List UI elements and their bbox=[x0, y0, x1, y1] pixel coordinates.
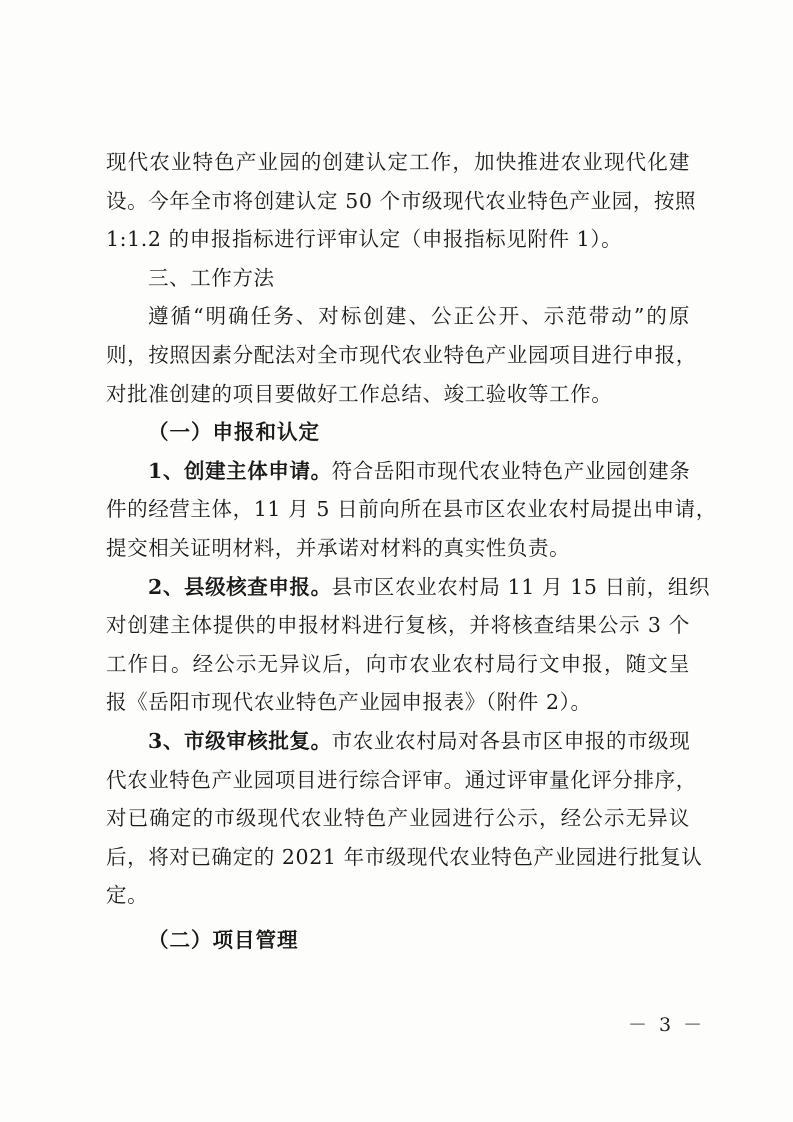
document-body bbox=[106, 143, 717, 959]
item-text: 市农业农村局对各县市区申报的市级现 bbox=[331, 728, 691, 753]
subsection-heading: （二）项目管理 bbox=[148, 927, 299, 952]
body-line: 对创建主体提供的申报材料进行复核，并将核查结果公示 3 个 bbox=[106, 613, 690, 638]
item-first-line bbox=[106, 452, 690, 491]
body-line: 设。今年全市将创建认定 50 个市级现代农业特色产业园，按照 bbox=[106, 188, 697, 213]
body-line: 代农业特色产业园项目进行综合评审。通过评审量化评分排序， bbox=[106, 767, 697, 792]
item-text: 县市区农业农村局 11 月 15 日前，组织 bbox=[331, 574, 711, 599]
body-line: 对已确定的市级现代农业特色产业园进行公示，经公示无异议 bbox=[106, 806, 690, 831]
body-line: 工作日。经公示无异议后，向市农业农村局行文申报，随文呈 bbox=[106, 651, 690, 676]
body-line: 对批准创建的项目要做好工作总结、竣工验收等工作。 bbox=[106, 381, 613, 406]
body-line: 遵循“明确任务、对标创建、公正公开、示范带动”的原 bbox=[148, 304, 690, 329]
body-line: 1:1.2 的申报指标进行评审认定（申报指标见附件 1）。 bbox=[106, 227, 623, 252]
section-heading: 三、工作方法 bbox=[148, 265, 275, 290]
page-number: － 3 － bbox=[628, 1014, 706, 1036]
body-line: 后，将对已确定的 2021 年市级现代农业特色产业园进行批复认 bbox=[106, 844, 703, 869]
body-line: 现代农业特色产业园的创建认定工作，加快推进农业现代化建 bbox=[106, 150, 690, 174]
item-title: 2、县级核查申报。 bbox=[148, 574, 332, 599]
body-line: 则，按照因素分配法对全市现代农业特色产业园项目进行申报， bbox=[106, 342, 697, 367]
body-line: 件的经营主体，11 月 5 日前向所在县市区农业农村局提出申请， bbox=[106, 497, 717, 522]
item-title: 3、市级审核批复。 bbox=[148, 728, 332, 753]
item-text: 符合岳阳市现代农业特色产业园创建条 bbox=[331, 458, 691, 483]
item-first-line bbox=[106, 722, 690, 761]
body-line: 提交相关证明材料，并承诺对材料的真实性负责。 bbox=[106, 535, 571, 560]
body-line: 定。 bbox=[106, 883, 149, 908]
item-first-line bbox=[106, 568, 711, 607]
body-line: 报《岳阳市现代农业特色产业园申报表》（附件 2）。 bbox=[106, 690, 592, 715]
item-title: 1、创建主体申请。 bbox=[148, 458, 332, 483]
subsection-heading: （一）申报和认定 bbox=[148, 420, 320, 445]
